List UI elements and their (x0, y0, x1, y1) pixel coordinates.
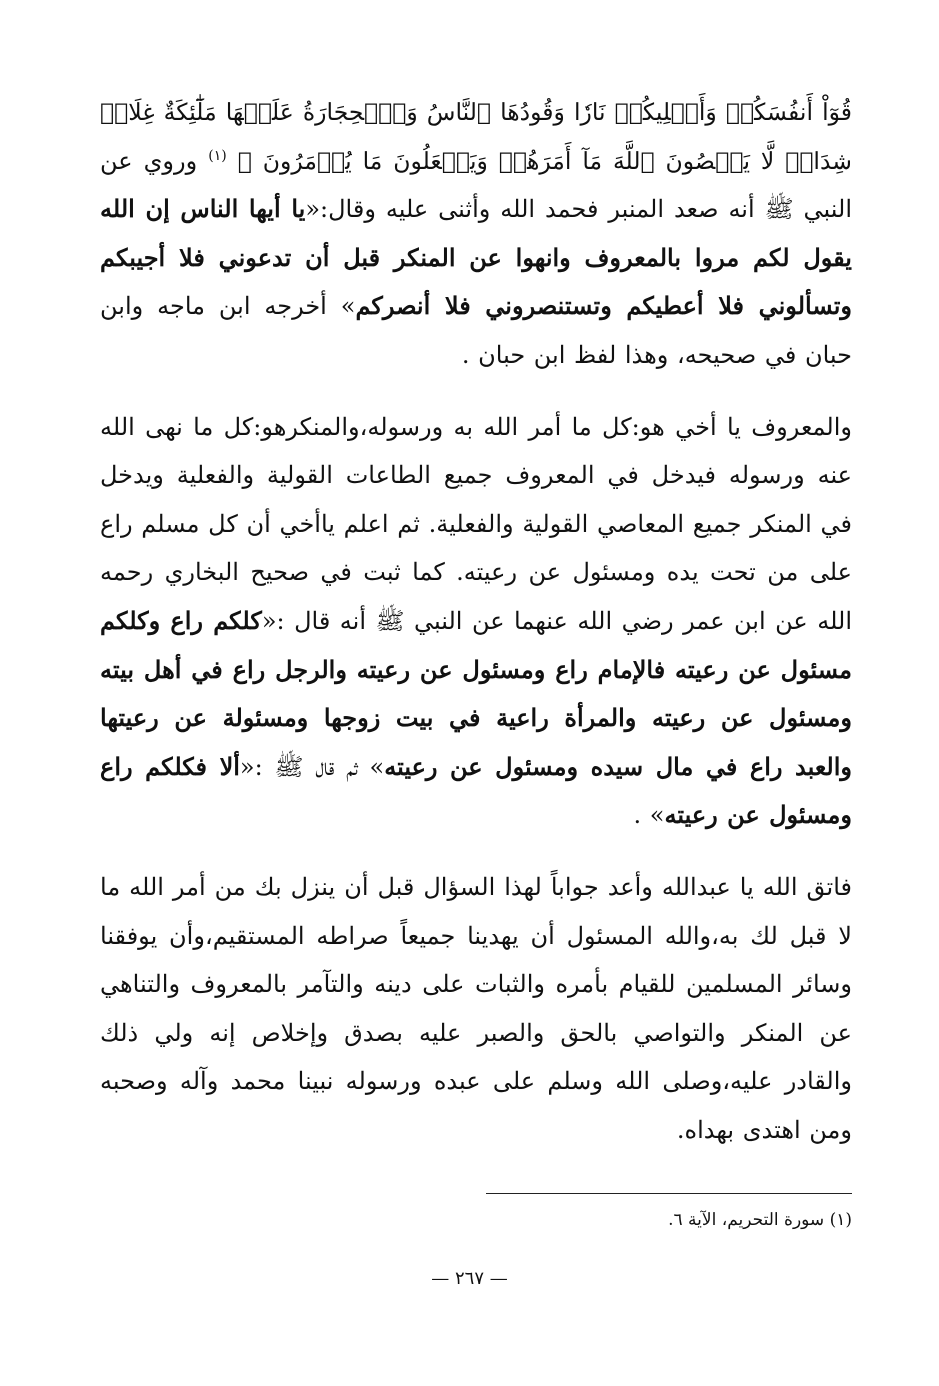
closing-text: فاتق الله يا عبدالله وأعد جواباً لهذا السؤال قبل أن ينزل بك من أمر الله ما لا قبل لك به،والله المسئول أن يهدينا جميعاً صراطه المستقيم،وأن يوفقنا وسائر المسلمين للقيام بأمره والثبات على دينه والتآمر بالمعروف والتناهي عن المنكر والتواصي بالحق والصبر عليه بصدق وإخلاص إنه ولي ذلك والقادر عليه،وصلى الله وسلم على عبده ورسوله نبينا محمد وآله وصحبه ومن اهتدى بهداه. (100, 872, 853, 1144)
paragraph-3 (100, 863, 852, 1155)
paragraph-1 (100, 88, 852, 380)
page-number: — ٢٦٧ — (431, 1268, 508, 1289)
definition-text: والمعروف يا أخي هو:كل ما أمر الله به ورسوله،والمنكرهو:كل ما نهى الله عنه ورسوله فيدخل في المعروف جميع الطاعات القولية والفعلية ويدخل في المنكر جميع المعاصي القولية والفعلية. ثم اعلم ياأخي أن كل مسلم راع على من تحت يده ومسئول عن رعيته. كما ثبت في صحيح البخاري رحمه الله عن ابن عمر رضي الله عنهما عن النبي ﷺ أنه قال :« (100, 412, 853, 635)
quran-verse: قُوٓاْ أَنفُسَكُمۡ وَأَهۡلِيكُمۡ نَارٗا وَقُودُهَا ٱلنَّاسُ وَٱلۡحِجَارَةُ عَلَيۡهَا مَلَٰٓئِكَةٌ غِلَاظٞ شِدَادٞ لَّا يَعۡصُونَ ٱللَّهَ مَآ أَمَرَهُمۡ وَيَفۡعَلُونَ مَا يُؤۡمَرُونَ ﴾ (100, 98, 852, 175)
page-body (100, 88, 852, 1154)
hadith-text-kullukum: كلكم راع وكلكم مسئول عن رعيته فالإمام راع ومسئول عن رعيته والرجل راع في أهل بيته ومسئول عن رعيته والمرأة راعية في بيت زوجها ومسئولة عن رعيتها والعبد راع في مال سيده ومسئول عن رعيته (100, 605, 852, 781)
hadith-text: يا أيها الناس إن الله يقول لكم مروا بالمعروف وانهوا عن المنكر قبل أن تدعوني فلا أجيبكم وتسألوني فلا أعطيكم وتستنصروني فلا أنصركم (100, 194, 853, 321)
footnote-divider (486, 1193, 852, 1194)
narration-intro: وروي عن النبي ﷺ أنه صعد المنبر فحمد الله وأثنى عليه وقال:« (100, 146, 853, 224)
footnote-reference: (١) (208, 147, 227, 164)
hadith-text-conclusion: ألا فكلكم راع ومسئول عن رعيته (100, 751, 852, 830)
hadith-close: » . (633, 801, 665, 830)
hadith-connector: » ثم قال ﷺ :« (239, 752, 385, 781)
footnote: (١) سورة التحريم، الآية ٦. (668, 1210, 852, 1230)
hadith-source: » أخرجه ابن ماجه وابن حبان في صحيحه، وهذا لفظ ابن حبان . (100, 292, 852, 369)
paragraph-2 (100, 403, 852, 840)
